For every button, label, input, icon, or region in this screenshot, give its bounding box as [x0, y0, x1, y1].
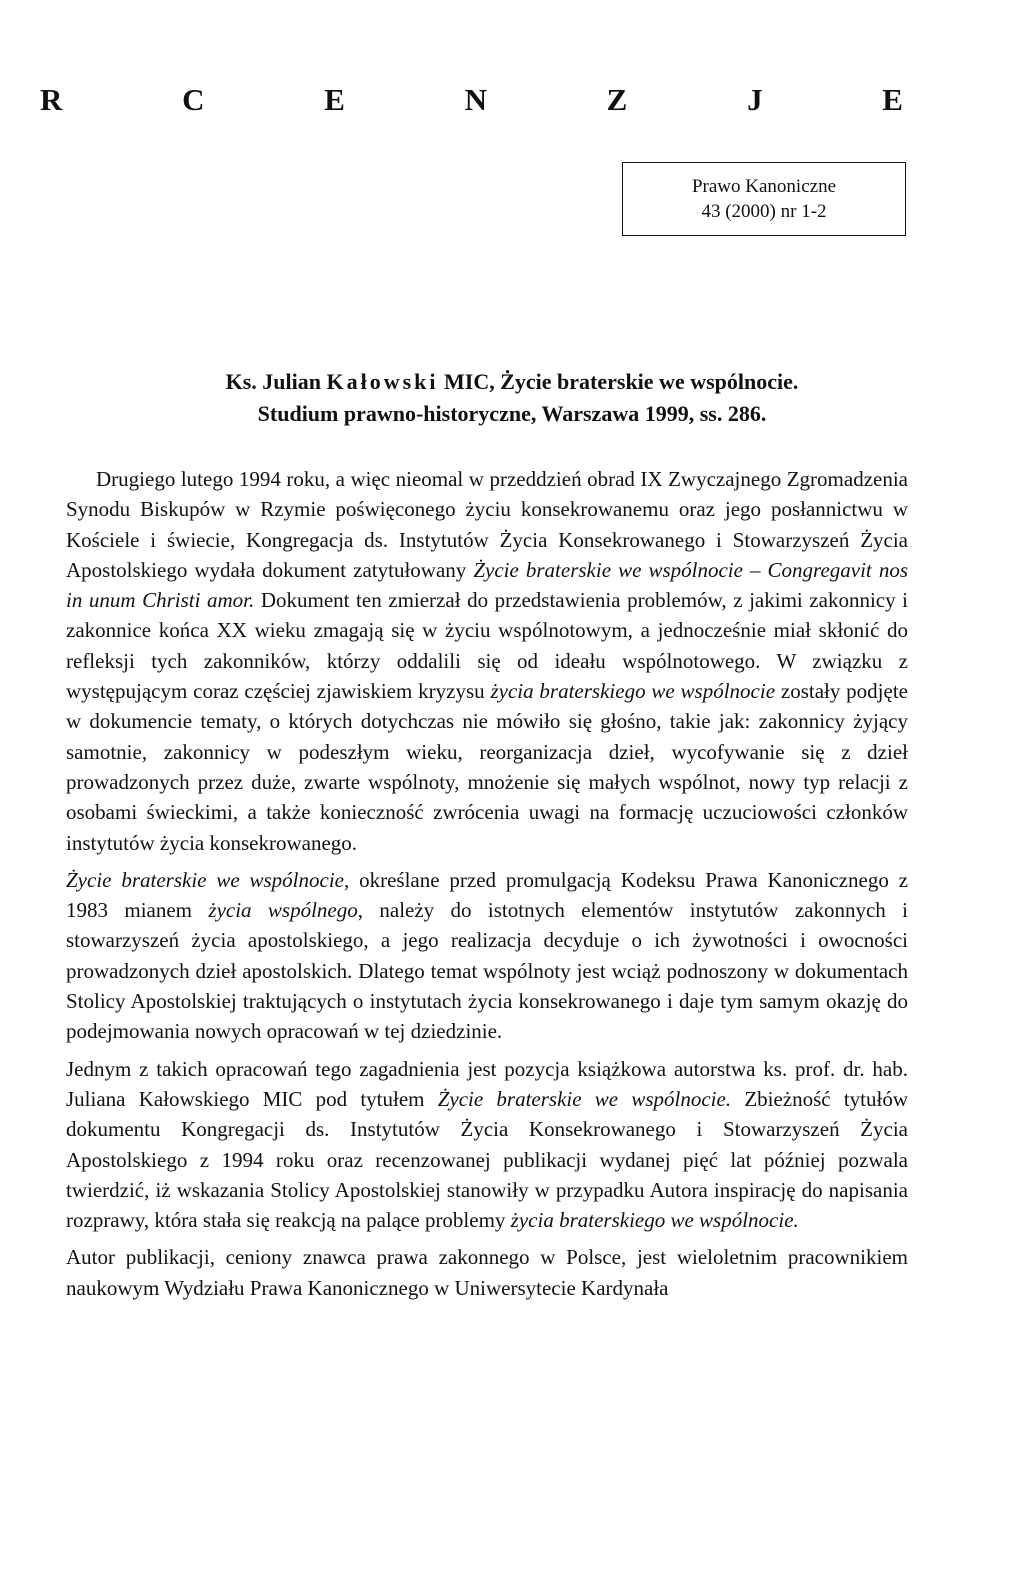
italic-text-run: Życie braterskie we wspólnocie.: [437, 1086, 732, 1111]
italic-text-run: życia wspólnego: [208, 898, 358, 923]
text-run: , należy do istotnych elementów instytutów zakonnych i stowarzyszeń życia apostolskiego, a jego realizacja decyduje o ich żywotności i owocności prowadzonych dzieł apostolskich. Dlatego temat wspólnoty jest wciąż podnoszony w dokumentach Stolicy Apostolskiej traktujących o instytutach życia konsekrowanego i daje tym samym okazję do podejmowania nowych opracowań w tej dziedzinie.: [66, 898, 908, 1044]
italic-text-run: Życie braterskie we wspólnocie – Congregavit nos in unum Christi amor.: [66, 557, 908, 613]
header-letter: N: [464, 82, 488, 117]
text-run: Dokument ten zmierzał do przedstawienia problemów, z jakimi zakonnicy i zakonnice końca XX wieku zmagają się w życiu wspólnotowym, a jednocześnie miał skłonić do refleksji tych zakonników, którzy oddalili się od ideału wspólnotowego. W związku z występującym coraz częściej zjawiskiem kryzysu: [66, 588, 908, 704]
review-title-line-1: [0, 366, 1024, 398]
review-title: [0, 366, 1024, 430]
header-letter: Z: [606, 82, 629, 117]
text-run: Jednym z takich opracowań tego zagadnienia jest pozycja książkowa autorstwa ks. prof. dr. hab. Juliana Kałowskiego MIC pod tytułem: [66, 1056, 908, 1111]
text-run: Drugiego lutego 1994 roku, a więc nieomal w przeddzień obrad IX Zwyczajnego Zgromadzenia Synodu Biskupów w Rzymie poświęconego życiu konsekrowanemu oraz jego posłannictwu w Kościele i świecie, Kongregacja ds. Instytutów Życia Konsekrowanego i Stowarzyszeń Życia Apostolskiego wydała dokument zatytułowany: [66, 467, 908, 582]
review-author: Kałowski: [326, 369, 439, 394]
header-letter: R: [40, 82, 64, 117]
review-title-prefix: Ks. Julian: [225, 369, 327, 394]
journal-issue: 43 (2000) nr 1-2: [701, 201, 827, 222]
italic-text-run: Życie braterskie we wspólnocie: [66, 867, 344, 892]
paragraph-2: [66, 865, 908, 1047]
text-run: , określane przed promulgacją Kodeksu Prawa Kanonicznego z 1983 mianem: [66, 867, 908, 923]
body-text: [66, 464, 908, 1310]
header-letter: E: [882, 82, 904, 117]
journal-citation-box: [622, 162, 906, 236]
journal-name: Prawo Kanoniczne: [691, 176, 837, 197]
header-letter: J: [747, 82, 764, 117]
paragraph-4: [66, 1242, 908, 1303]
text-run: zostały podjęte w dokumencie tematy, o których dotychczas nie mówiło się głośno, takie jak: zakonnicy żyjący samotnie, zakonnicy w podeszłym wieku, reorganizacja dzieł, wycofywanie się z dzieł prowadzonych przez duże, zwarte wspólnoty, mnożenie się małych wspólnot, nowy typ relacji z osobami świeckimi, a także konieczność zwrócenia uwagi na formację uczuciowości członków instytutów życia konsekrowanego.: [66, 679, 908, 855]
text-run: Autor publikacji, ceniony znawca prawa zakonnego w Polsce, jest wieloletnim pracownikiem naukowym Wydziału Prawa Kanonicznego w Uniwersytecie Kardynała: [66, 1245, 908, 1300]
review-title-line-2: Studium prawno-historyczne, Warszawa 1999, ss. 286.: [257, 401, 767, 426]
text-run: Zbieżność tytułów dokumentu Kongregacji ds. Instytutów Życia Konsekrowanego i Stowarzyszeń Życia Apostolskiego z 1994 roku oraz recenzowanej publikacji wydanej pięć lat później pozwala twierdzić, iż wskazania Stolicy Apostolskiej stanowiły w przypadku Autora inspirację do napisania rozprawy, która stała się reakcją na palące problemy: [66, 1086, 908, 1233]
italic-text-run: życia braterskiego we wspólnocie: [490, 679, 776, 704]
paragraph-1: [66, 464, 908, 858]
italic-text-run: życia braterskiego we wspólnocie.: [510, 1208, 799, 1233]
paragraph-3: [66, 1054, 908, 1236]
section-header: [40, 82, 904, 118]
header-letter: C: [182, 82, 206, 117]
header-letter: E: [324, 82, 346, 117]
review-title-book: MIC, Życie braterskie we wspólnocie.: [438, 369, 799, 394]
